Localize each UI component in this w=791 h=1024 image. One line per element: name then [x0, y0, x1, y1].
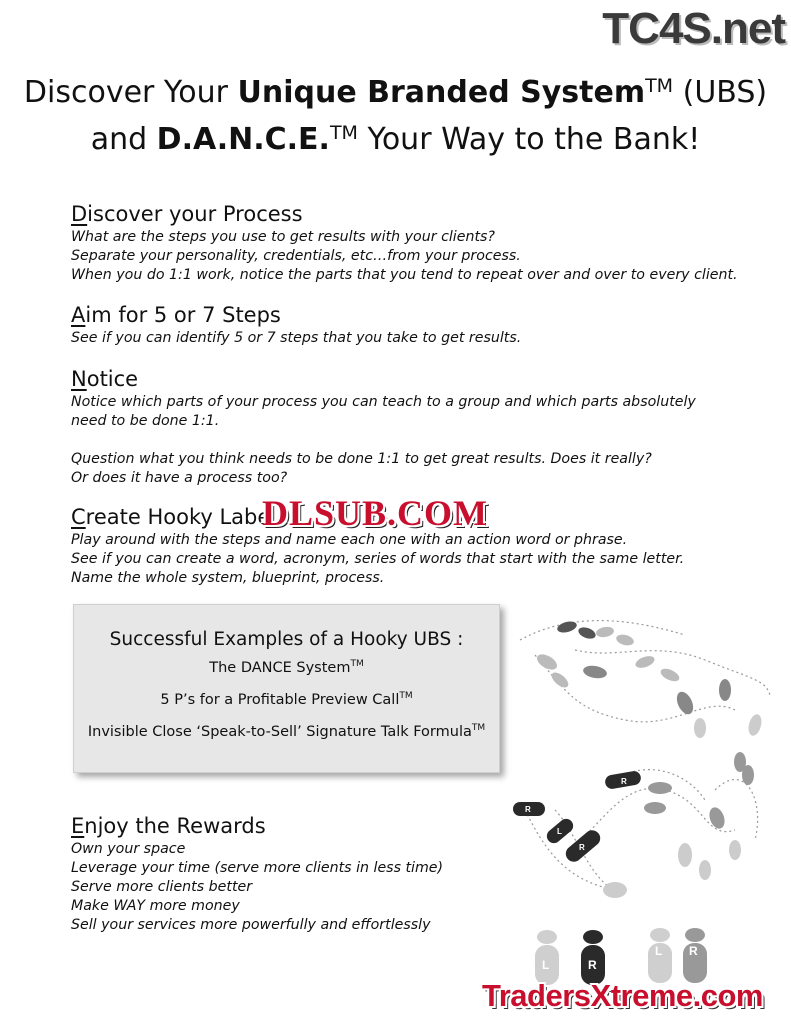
section-heading — [71, 301, 751, 329]
dance-steps-lower-icon — [505, 740, 785, 900]
section-line: Serve more clients better — [71, 879, 253, 895]
section-line: See if you can identify 5 or 7 steps that you take to get results. — [71, 330, 522, 346]
section-line: What are the steps you use to get results with your clients? — [71, 229, 495, 245]
step-right-label: R — [579, 843, 585, 852]
example-text: The DANCE System — [209, 659, 351, 676]
step-right-label: R — [621, 777, 627, 786]
step-right-label: R — [588, 958, 597, 972]
heading-initial: D — [71, 202, 88, 226]
example-item — [74, 650, 499, 682]
step-left-label: L — [655, 944, 663, 958]
trademark: TM — [350, 659, 364, 669]
section-line: See if you can create a word, acronym, series of words that start with the same letter. — [71, 551, 685, 567]
trademark: TM — [399, 690, 413, 701]
title-bold-dance: D.A.N.C.E. — [156, 122, 330, 157]
example-item — [74, 714, 499, 746]
section-heading — [71, 365, 751, 393]
section-notice — [71, 365, 751, 488]
tc4s-watermark: TC4S.net — [602, 4, 785, 53]
title-text: (UBS) — [673, 75, 768, 110]
title-text: and — [90, 122, 157, 157]
section-line: Question what you think needs to be done 1:1 to get great results. Does it really? — [71, 451, 652, 467]
title-line-1 — [0, 66, 791, 113]
title-text: Discover Your — [23, 75, 238, 110]
heading-text: iscover your Process — [87, 202, 303, 226]
step-left-label: L — [557, 827, 562, 836]
section-line: When you do 1:1 work, notice the parts that you tend to repeat over and over to every client. — [71, 267, 738, 283]
trademark: TM — [329, 122, 358, 144]
title-bold-ubs: Unique Branded System — [237, 75, 646, 110]
examples-box — [73, 604, 500, 773]
section-line: Sell your services more powerfully and effortlessly — [71, 917, 431, 933]
step-left-label: L — [542, 958, 550, 972]
heading-text: otice — [86, 367, 139, 391]
heading-initial: C — [71, 505, 86, 529]
step-right-label: R — [525, 805, 531, 814]
section-line: Leverage your time (serve more clients in less time) — [71, 860, 444, 876]
section-line: need to be done 1:1. — [71, 413, 220, 429]
section-line: Separate your personality, credentials, etc…from your process. — [71, 248, 521, 264]
examples-title: Successful Examples of a Hooky UBS : — [109, 629, 464, 650]
heading-text: im for 5 or 7 Steps — [85, 303, 281, 327]
dlsub-watermark: DLSUB.COM — [262, 493, 489, 533]
section-line: Or does it have a process too? — [71, 470, 288, 486]
section-line: Play around with the steps and name each one with an action word or phrase. — [71, 532, 628, 548]
example-item — [74, 682, 499, 714]
example-text: 5 P’s for a Profitable Preview Call — [160, 691, 400, 708]
heading-initial: E — [71, 814, 85, 838]
title-line-2 — [0, 113, 791, 160]
page-title — [0, 66, 791, 160]
section-discover — [71, 200, 751, 285]
heading-initial: A — [71, 303, 86, 327]
trademark: TM — [645, 75, 674, 97]
heading-initial: N — [71, 367, 87, 391]
section-line: Notice which parts of your process you can teach to a group and which parts absolutely — [71, 394, 696, 410]
section-line: Name the whole system, blueprint, process. — [71, 570, 385, 586]
section-line: Own your space — [71, 841, 186, 857]
dance-steps-upper-icon — [505, 600, 785, 750]
step-right-label: R — [689, 944, 698, 958]
title-text: Your Way to the Bank! — [357, 122, 701, 157]
heading-text: reate Hooky Labe — [85, 505, 271, 529]
section-aim — [71, 301, 751, 348]
heading-text: njoy the Rewards — [84, 814, 266, 838]
trademark: TM — [471, 722, 486, 733]
tradersxtreme-watermark: TradersXtreme.com — [482, 978, 763, 1013]
section-heading — [71, 200, 751, 228]
example-text: Invisible Close ‘Speak-to-Sell’ Signature Talk Formula — [87, 723, 472, 740]
section-line: Make WAY more money — [71, 898, 240, 914]
